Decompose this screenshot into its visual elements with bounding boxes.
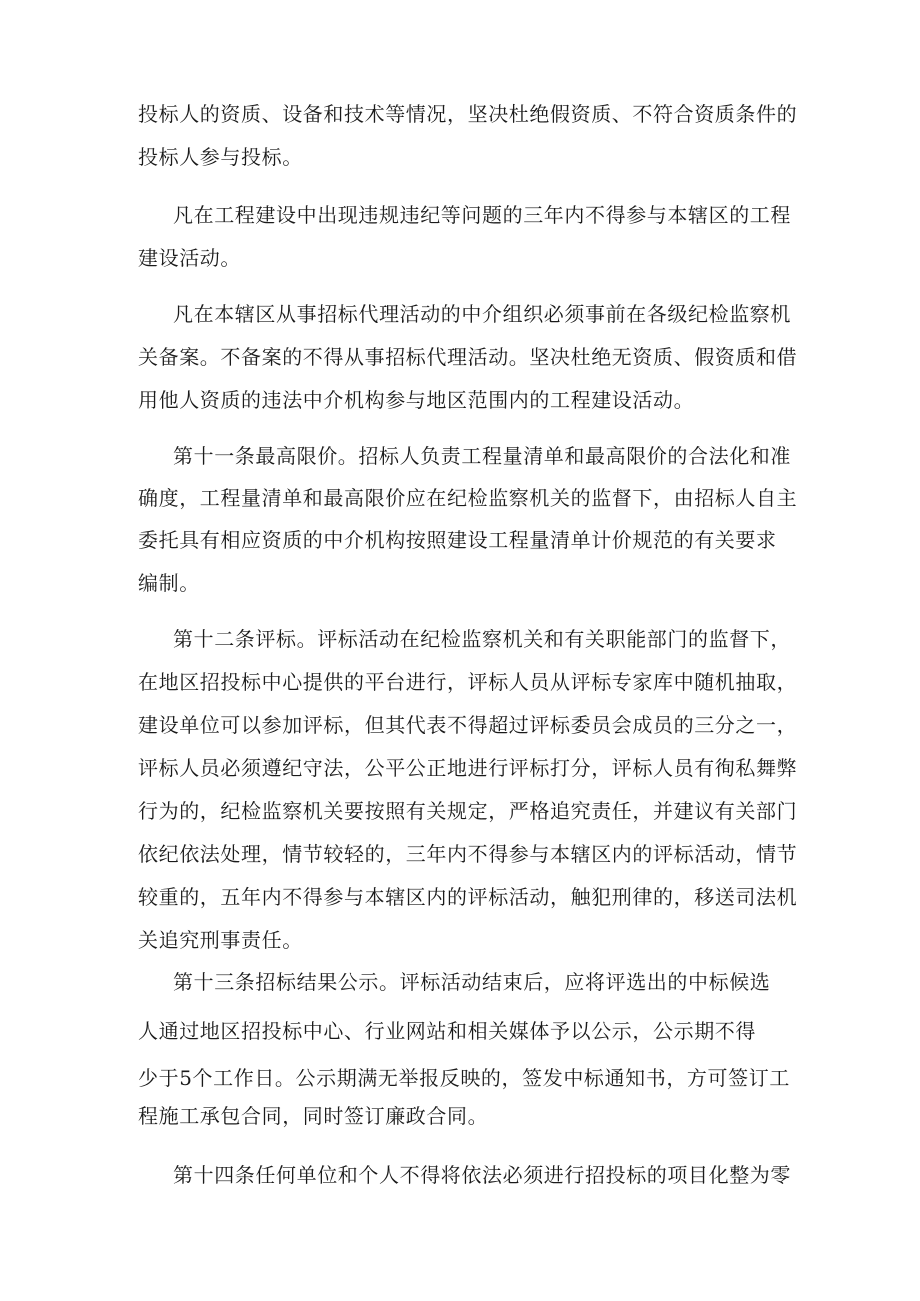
paragraph-start-line: 第十四条任何单位和个人不得将依法必须进行招投标的项目化整为零	[173, 1163, 791, 1187]
paragraph-start-line: 第十三条招标结果公示。评标活动结束后，应将评选出的中标候选	[173, 970, 771, 994]
text-line: 用他人资质的违法中介机构参与地区范围内的工程建设活动。	[138, 388, 695, 412]
text-line: 编制。	[138, 571, 200, 595]
text-line: 建设单位可以参加评标，但其代表不得超过评标委员会成员的三分之一，	[138, 713, 798, 737]
text-line: 投标人参与投标。	[138, 145, 303, 169]
paragraph-start-line: 凡在工程建设中出现违规违纪等问题的三年内不得参与本辖区的工程	[173, 203, 791, 227]
text-line: 关追究刑事责任。	[138, 928, 303, 952]
text-line: 建设活动。	[138, 246, 241, 270]
text-line: 委托具有相应资质的中介机构按照建设工程量清单计价规范的有关要求	[138, 528, 777, 552]
text-line: 评标人员必须遵纪守法，公平公正地进行评标打分，评标人员有徇私舞弊	[138, 756, 798, 780]
text-line: 人通过地区招投标中心、行业网站和相关媒体予以公示，公示期不得	[138, 1019, 756, 1043]
text-line: 关备案。不备案的不得从事招标代理活动。坚决杜绝无资质、假资质和借	[138, 345, 798, 369]
text-line: 程施工承包合同，同时签订廉政合同。	[138, 1104, 489, 1128]
text-line: 依纪依法处理，情节较轻的，三年内不得参与本辖区内的评标活动，情节	[138, 842, 798, 866]
paragraph-start-line: 凡在本辖区从事招标代理活动的中介组织必须事前在各级纪检监察机	[173, 302, 791, 326]
text-line: 投标人的资质、设备和技术等情况，坚决杜绝假资质、不符合资质条件的	[138, 102, 798, 126]
text-line: 在地区招投标中心提供的平台进行，评标人员从评标专家库中随机抽取，	[138, 670, 798, 694]
text-line: 较重的，五年内不得参与本辖区内的评标活动，触犯刑律的，移送司法机	[138, 885, 798, 909]
text-line: 少于5个工作日。公示期满无举报反映的，签发中标通知书，方可签订工	[138, 1066, 790, 1090]
paragraph-start-line: 第十二条评标。评标活动在纪检监察机关和有关职能部门的监督下，	[173, 627, 791, 651]
text-line: 确度，工程量清单和最高限价应在纪检监察机关的监督下，由招标人自主	[138, 486, 798, 510]
paragraph-start-line: 第十一条最高限价。招标人负责工程量清单和最高限价的合法化和准	[173, 444, 791, 468]
text-line: 行为的，纪检监察机关要按照有关规定，严格追究责任，并建议有关部门	[138, 799, 798, 823]
